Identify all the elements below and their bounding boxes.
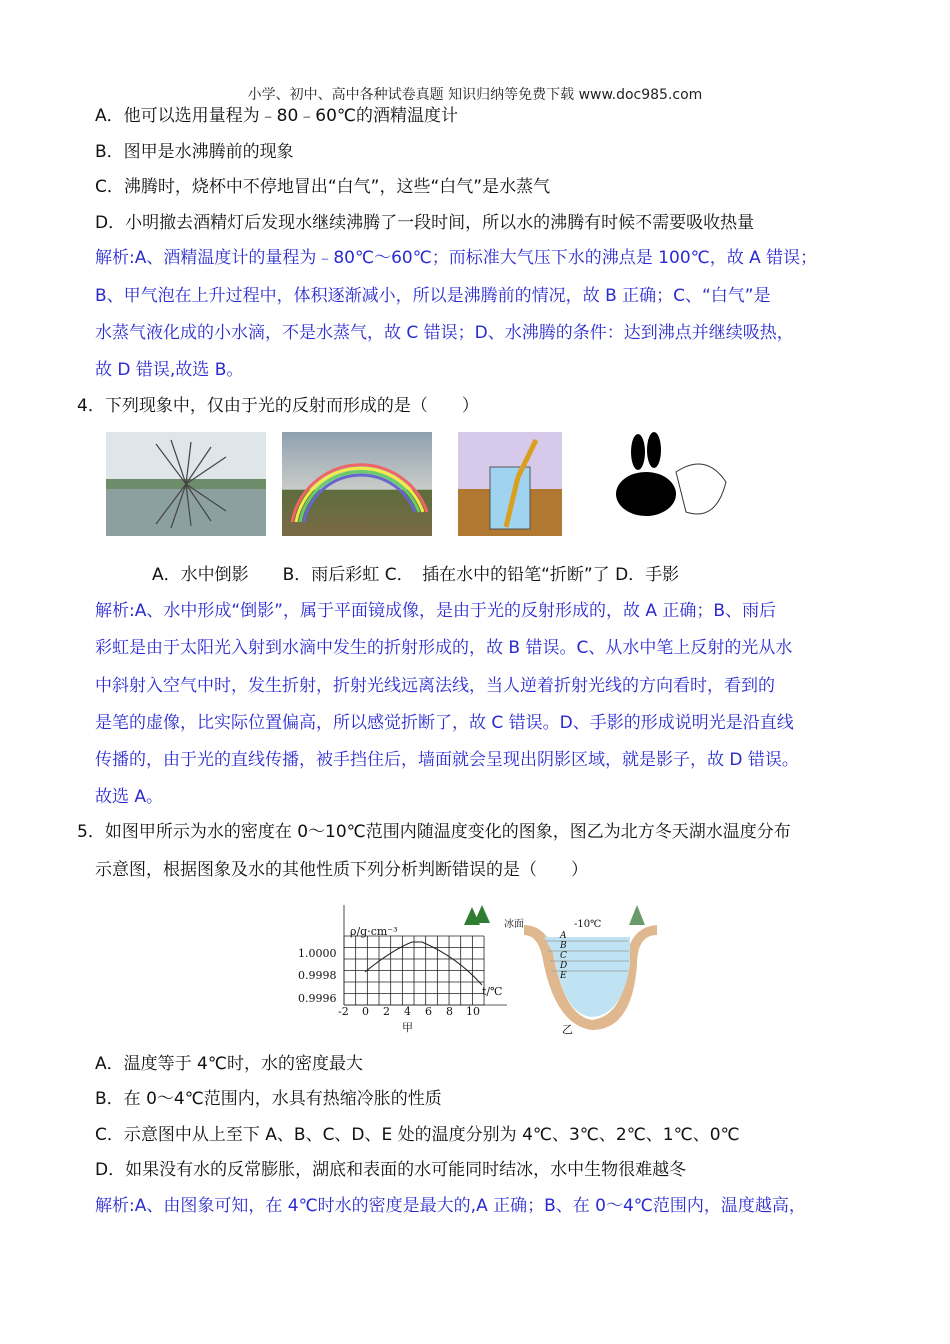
y-tick: 0.9998 — [298, 969, 337, 982]
caption-jia: 甲 — [402, 1021, 413, 1034]
q4-stem: 4．下列现象中，仅由于光的反射而形成的是（ ） — [77, 396, 479, 416]
q3-analysis-line: 故 D 错误,故选 B。 — [95, 360, 244, 380]
x-tick: 8 — [446, 1005, 453, 1018]
q3-analysis-line: 水蒸气液化成的小水滴，不是水蒸气，故 C 错误；D、水沸腾的条件：达到沸点并继续吸热， — [95, 323, 794, 343]
y-tick: 1.0000 — [298, 947, 337, 960]
q5-analysis-line: 解析:A、由图象可知，在 4℃时水的密度是最大的,A 正确；B、在 0～4℃范围内，温度越高， — [95, 1196, 806, 1216]
q5-stem-line: 示意图，根据图象及水的其他性质下列分析判断错误的是（ ） — [95, 860, 588, 880]
q3-analysis-line: 解析:A、酒精温度计的量程为﹣80℃～60℃；而标准大气压下水的沸点是 100℃，故 A 错误； — [95, 248, 818, 268]
q3-option-a: A．他可以选用量程为﹣80﹣60℃的酒精温度计 — [95, 106, 458, 126]
layer-label: C — [560, 951, 567, 961]
layer-label: B — [560, 941, 567, 951]
layer-label: D — [560, 961, 568, 971]
x-tick: -2 — [338, 1005, 349, 1018]
x-tick: 2 — [383, 1005, 390, 1018]
q4-options: A．水中倒影 B．雨后彩虹 C． 插在水中的铅笔“折断”了 D．手影 — [152, 565, 680, 585]
q5-option-b: B．在 0～4℃范围内，水具有热缩冷胀的性质 — [95, 1089, 442, 1109]
rainbow-photo — [282, 432, 432, 536]
layer-label: E — [560, 971, 567, 981]
page-header: 小学、初中、高中各种试卷真题 知识归纳等免费下载 www.doc985.com — [247, 87, 703, 103]
q4-analysis-line: 彩虹是由于太阳光入射到水滴中发生的折射形成的，故 B 错误。C、从水中笔上反射的光从水 — [95, 638, 793, 658]
q5-option-a: A．温度等于 4℃时，水的密度最大 — [95, 1054, 363, 1074]
y-tick: 0.9996 — [298, 992, 337, 1005]
density-and-lake-figure — [292, 895, 662, 1035]
q4-analysis-line: 故选 A。 — [95, 787, 164, 807]
reflection-photo — [106, 432, 266, 536]
q4-analysis-line: 是笔的虚像，比实际位置偏高，所以感觉折断了，故 C 错误。D、手影的形成说明光是沿直线 — [95, 713, 794, 733]
pencil-in-water-image — [458, 432, 562, 536]
ice-label: 冰面 — [504, 919, 524, 930]
hand-shadow-image — [606, 432, 736, 536]
q4-analysis-line: 中斜射入空气中时，发生折射，折射光线远离法线，当人逆着折射光线的方向看时，看到的 — [95, 676, 775, 696]
x-tick: 4 — [404, 1005, 411, 1018]
q4-analysis-line: 传播的，由于光的直线传播，被手挡住后，墙面就会呈现出阴影区域，就是影子，故 D 错误。 — [95, 750, 799, 770]
caption-yi: 乙 — [562, 1023, 573, 1035]
q5-option-d: D．如果没有水的反常膨胀，湖底和表面的水可能同时结冰，水中生物很难越冬 — [95, 1160, 687, 1180]
x-axis-label: t/℃ — [482, 985, 503, 998]
layer-label: A — [560, 931, 567, 941]
q5-option-c: C．示意图中从上至下 A、B、C、D、E 处的温度分别为 4℃、3℃、2℃、1℃、0℃ — [95, 1125, 740, 1145]
x-tick: 6 — [425, 1005, 432, 1018]
x-tick: 10 — [466, 1005, 480, 1018]
q3-analysis-line: B、甲气泡在上升过程中，体积逐渐减小，所以是沸腾前的情况，故 B 正确；C、“白气”是 — [95, 286, 771, 306]
q3-option-b: B．图甲是水沸腾前的现象 — [95, 142, 294, 162]
q3-option-c: C．沸腾时，烧杯中不停地冒出“白气”，这些“白气”是水蒸气 — [95, 177, 551, 197]
x-tick: 0 — [362, 1005, 369, 1018]
q3-option-d: D．小明撤去酒精灯后发现水继续沸腾了一段时间，所以水的沸腾有时候不需要吸收热量 — [95, 213, 755, 233]
q4-analysis-line: 解析:A、水中形成“倒影”，属于平面镜成像，是由于光的反射形成的，故 A 正确；B、雨后 — [95, 601, 777, 621]
y-axis-label: ρ/g·cm⁻³ — [350, 925, 398, 938]
temp-label: -10℃ — [574, 919, 602, 930]
q5-stem-line: 5．如图甲所示为水的密度在 0～10℃范围内随温度变化的图象，图乙为北方冬天湖水温度分布 — [77, 822, 791, 842]
